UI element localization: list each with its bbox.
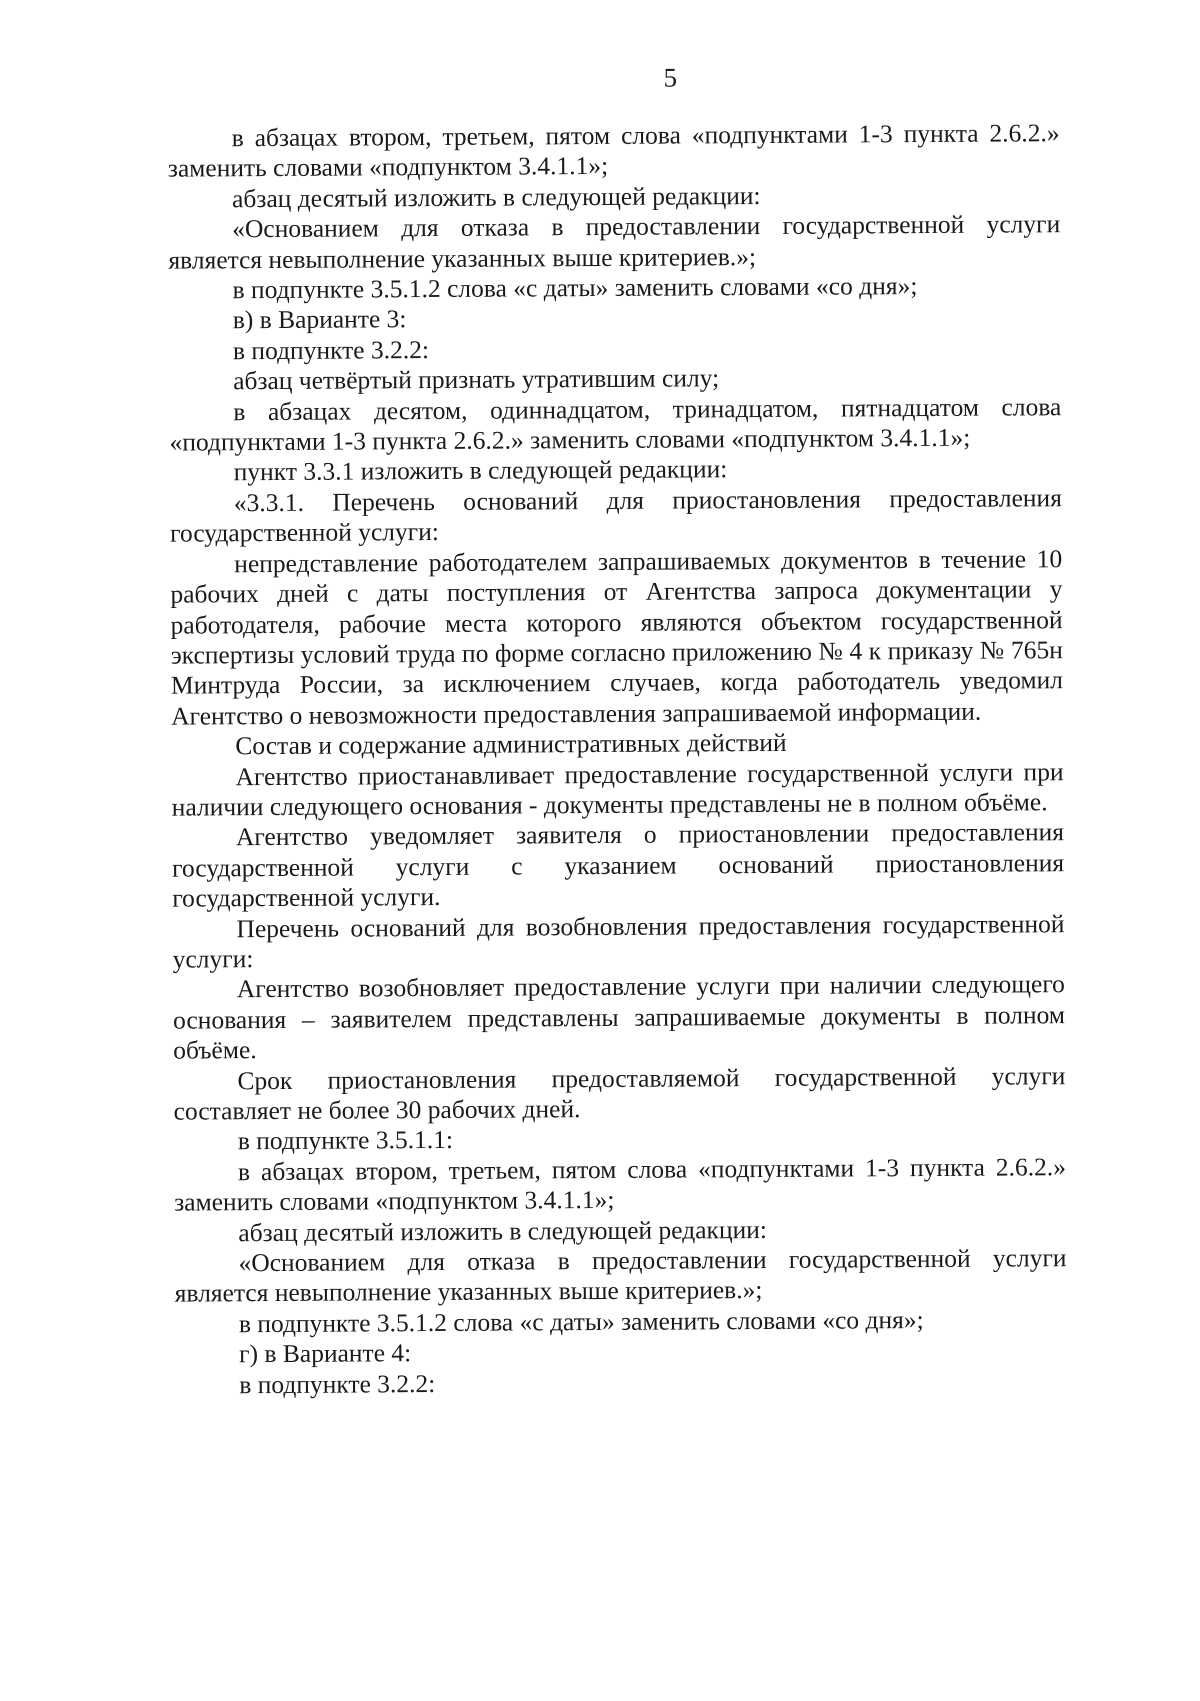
document-body (168, 118, 1068, 1400)
paragraph: Срок приостановления предоставляемой государственной услуги составляет не более 30 рабочих дней. (173, 1060, 1066, 1126)
paragraph: в) в Варианте 3: (232, 304, 407, 335)
paragraph: Перечень оснований для возобновления предоставления государственной услуги: (172, 908, 1065, 974)
paragraph: абзац десятый изложить в следующей редакции: (238, 1214, 767, 1247)
paragraph: в подпункте 3.2.2: (232, 334, 430, 366)
paragraph: Агентство приостанавливает предоставление государственной услуги при наличии следующего основания - документы представлены не в полном объёме. (171, 756, 1064, 822)
paragraph: абзац четвёртый признать утратившим силу; (233, 363, 720, 396)
paragraph: в подпункте 3.5.1.2 слова «с даты» заменить словами «со дня»; (238, 1304, 924, 1339)
paragraph: «Основанием для отказа в предоставлении государственной услуги является невыполнение указанных выше критериев.»; (174, 1243, 1067, 1309)
section-heading: Состав и содержание административных действий (235, 727, 787, 761)
paragraph: абзац десятый изложить в следующей редакции: (231, 180, 761, 214)
paragraph: пункт 3.3.1 изложить в следующей редакции: (233, 454, 728, 487)
paragraph: «Основанием для отказа в предоставлении государственной услуги является невыполнение указанных выше критериев.»; (168, 209, 1061, 275)
paragraph: в абзацах десятом, одиннадцатом, тринадцатом, пятнадцатом слова «подпунктами 1-3 пункта 2.6.2.» заменить словами «подпунктом 3.4.1.1»; (169, 391, 1062, 457)
paragraph: г) в Варианте 4: (238, 1338, 412, 1369)
paragraph: в подпункте 3.2.2: (239, 1368, 436, 1399)
paragraph: непредставление работодателем запрашиваемых документов в течение 10 рабочих дней с даты поступления от Агентства запроса документации у работодателя, рабочие места которого являются объектом государственной экспертизы условий труда по форме согласно приложению № 4 к приказу № 765н Минтруда России, за исключением случаев, когда работодатель уведомил Агентство о невозможности предоставления запрашиваемой информации. (170, 543, 1064, 731)
paragraph: в подпункте 3.5.1.1: (237, 1125, 454, 1156)
paragraph: Агентство возобновляет предоставление услуги при наличии следующего основания – заявителем представлены запрашиваемые документы в полном объёме. (172, 969, 1066, 1065)
paragraph: в абзацах втором, третьем, пятом слова «подпунктами 1-3 пункта 2.6.2.» заменить словами «подпунктом 3.4.1.1»; (174, 1151, 1067, 1217)
page-number: 5 (663, 62, 678, 93)
paragraph: в абзацах втором, третьем, пятом слова «подпунктами 1-3 пункта 2.6.2.» заменить словами «подпунктом 3.4.1.1»; (167, 118, 1060, 184)
paragraph: «3.3.1. Перечень оснований для приостановления предоставления государственной услуги: (169, 483, 1062, 548)
paragraph: Агентство уведомляет заявителя о приостановлении предоставления государственной услуги с указанием оснований приостановления государственной услуги. (172, 817, 1065, 913)
paragraph: в подпункте 3.5.1.2 слова «с даты» заменить словами «со дня»; (232, 271, 918, 305)
